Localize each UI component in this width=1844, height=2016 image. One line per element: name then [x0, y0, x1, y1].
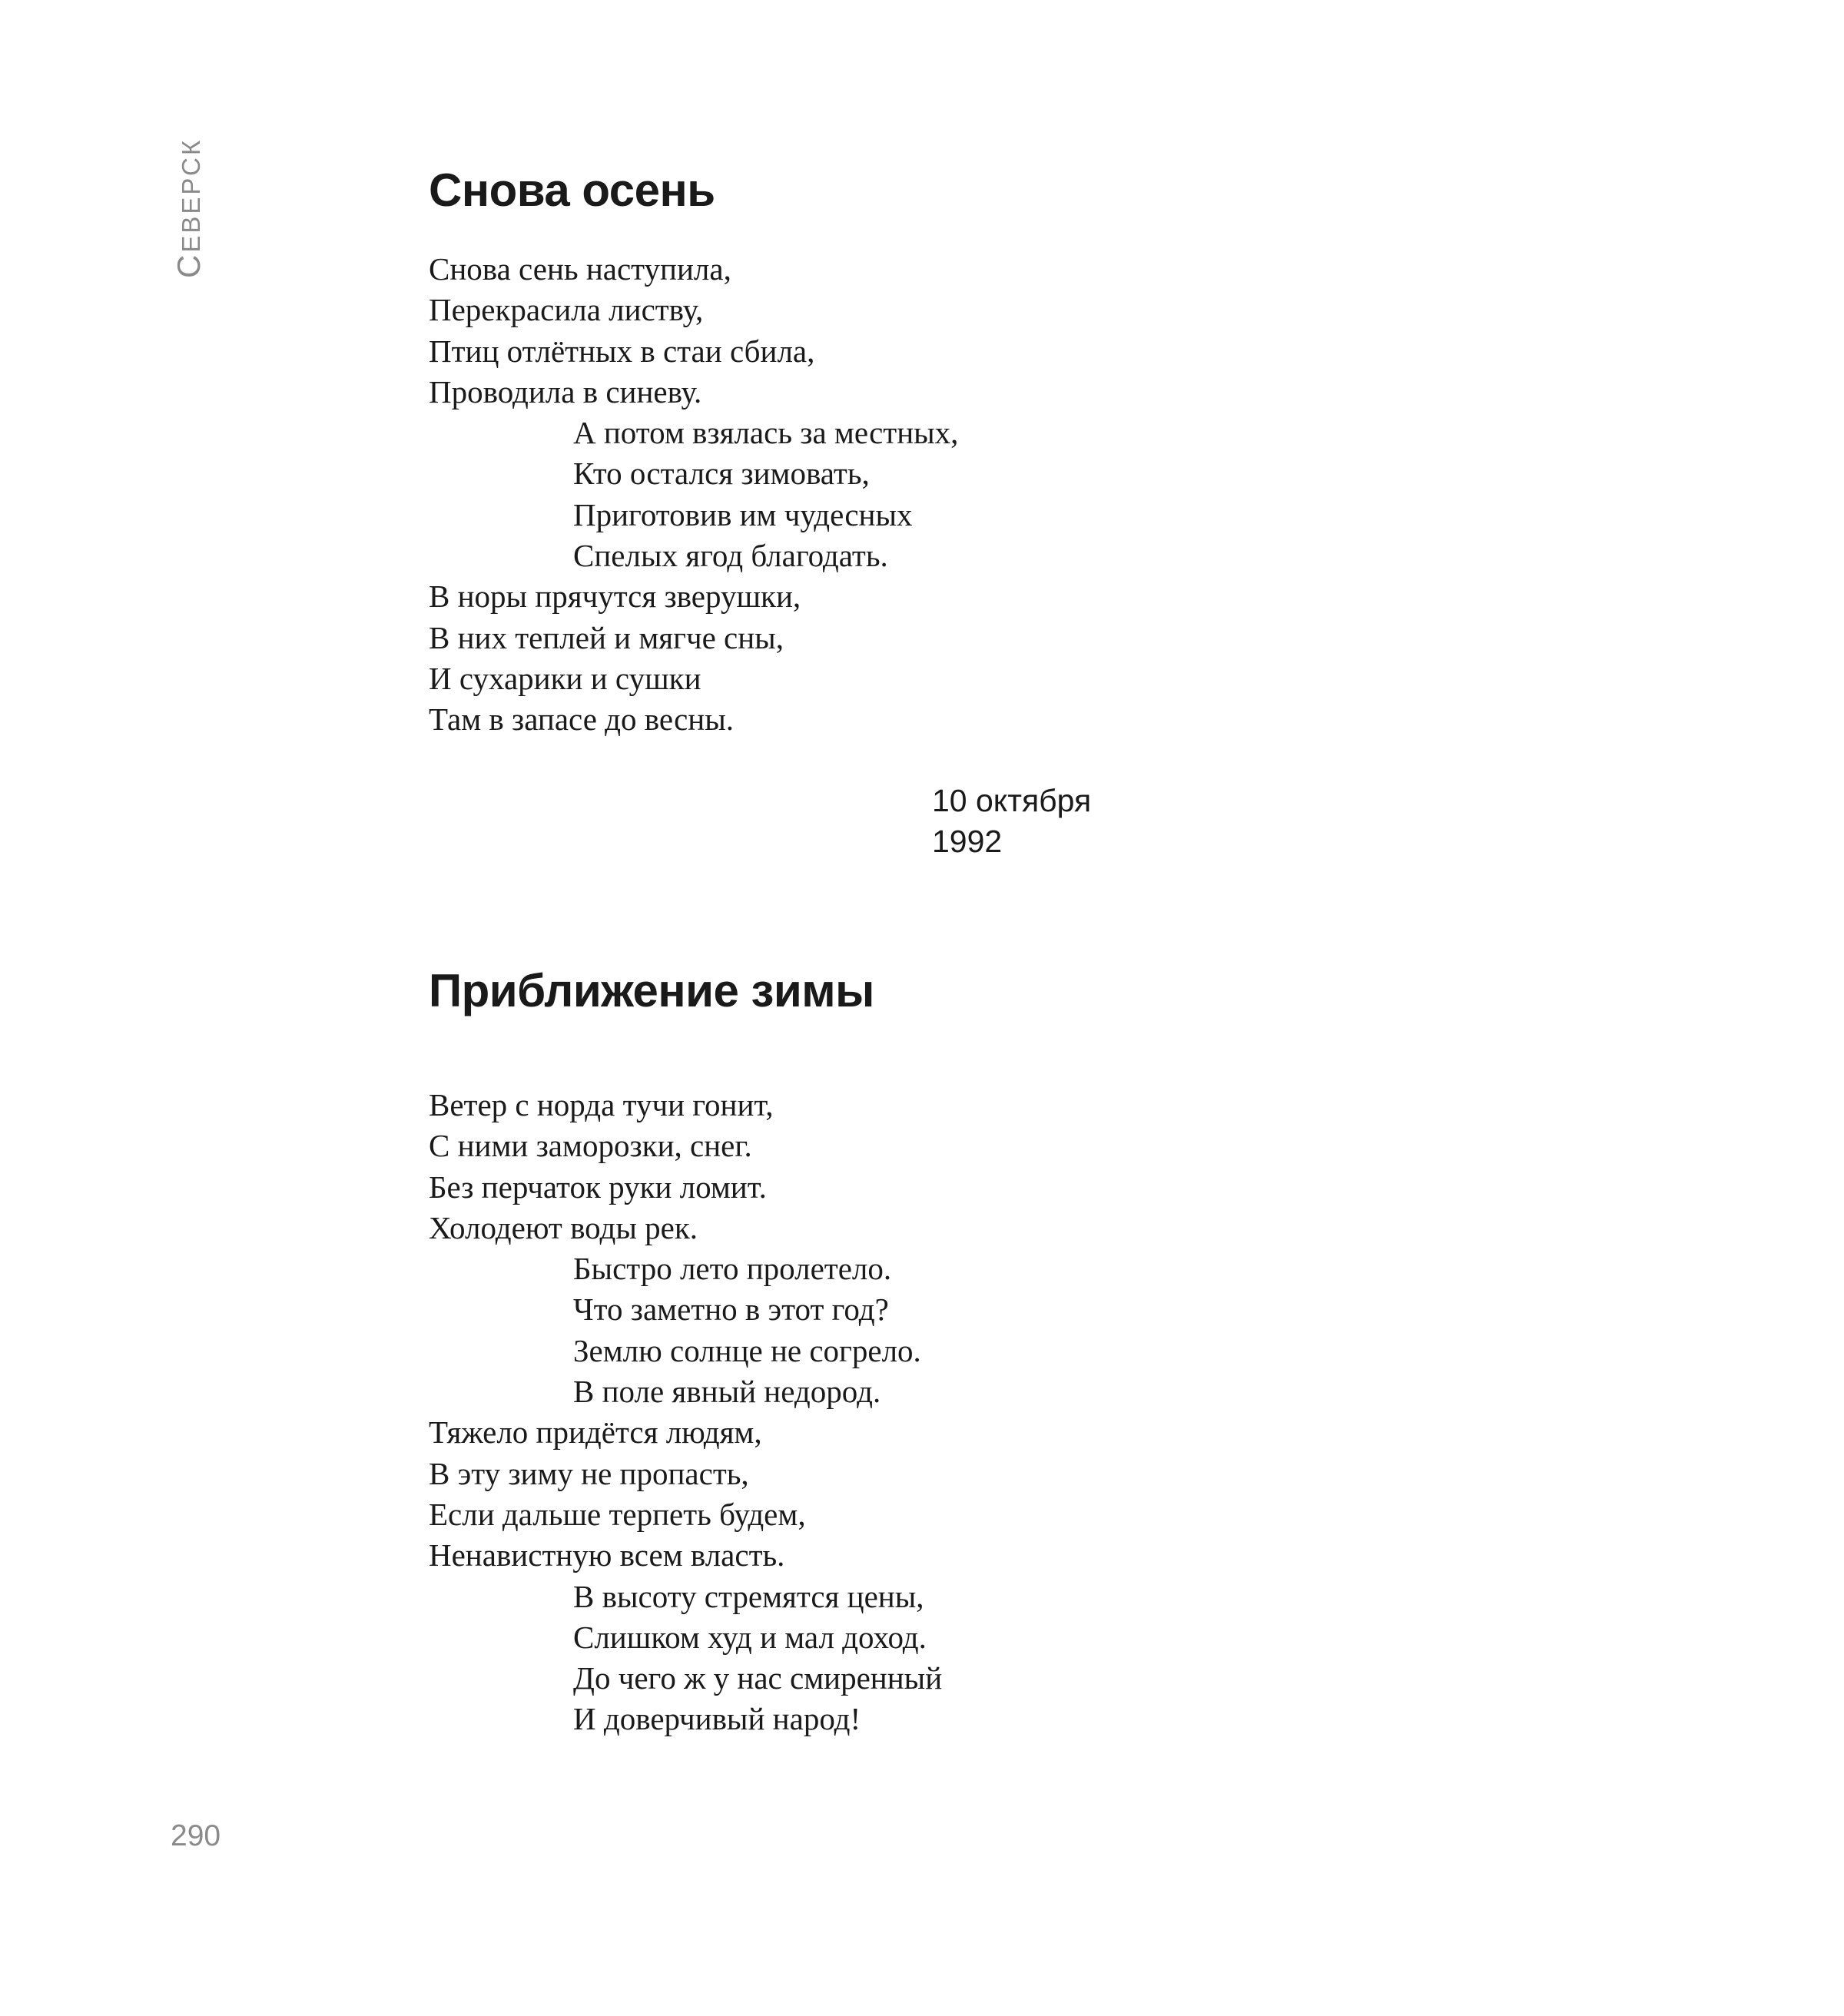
poem-line: А потом взялась за местных, [573, 415, 959, 451]
poem-line: С ними заморозки, снег. [429, 1128, 752, 1164]
poem-line: Что заметно в этот год? [573, 1292, 889, 1328]
poem-line: Ветер с норда тучи гонит, [429, 1087, 774, 1122]
poem-line: Снова сень наступила, [429, 251, 731, 287]
poem-priblizhenie-zimy [429, 960, 1504, 1740]
poem-line: Птиц отлётных в стаи сбила, [429, 333, 815, 369]
running-head: СЕВЕРСК [171, 138, 207, 278]
poem-line: Ненавистную всем власть. [429, 1537, 785, 1573]
poem-line: Тяжело придётся людям, [429, 1414, 762, 1451]
page-number: 290 [171, 1819, 221, 1852]
poem-snova-osen [429, 160, 1504, 741]
poem-body [429, 249, 1504, 741]
poem-line: В них теплей и мягче сны, [429, 619, 784, 655]
poem-date-day: 10 октября [932, 783, 1092, 818]
poem-line: Землю солнце не согрело. [573, 1332, 921, 1368]
poem-line: Приготовив им чудесных [573, 496, 913, 532]
poem-line: Холодеют воды рек. [429, 1209, 698, 1245]
poem-line: Там в запасе до весны. [429, 701, 735, 738]
poem-date-year: 1992 [932, 824, 1003, 859]
poem-date [932, 781, 1091, 862]
poem-line: Без перчаток руки ломит. [429, 1169, 767, 1205]
poem-line: В норы прячутся зверушки, [429, 579, 801, 615]
poem-line: В поле явный недород. [573, 1374, 881, 1410]
poem-line: Спелых ягод благодать. [573, 538, 888, 574]
poem-line: И доверчивый народ! [573, 1701, 861, 1737]
poem-line: Быстро лето пролетело. [573, 1251, 892, 1287]
poem-line: Кто остался зимовать, [573, 456, 870, 492]
poem-line: Перекрасила листву, [429, 292, 704, 328]
poem-line: И сухарики и сушки [429, 660, 701, 696]
poem-line: В высоту стремятся цены, [573, 1578, 924, 1614]
poem-title: Приближение зимы [429, 965, 874, 1016]
poem-body [429, 1085, 1504, 1740]
poem-title: Снова осень [429, 164, 715, 216]
poem-line: В эту зиму не пропасть, [429, 1455, 749, 1491]
poem-line: Слишком худ и мал доход. [573, 1619, 927, 1655]
poem-line: Проводила в синеву. [429, 373, 702, 410]
poem-line: До чего ж у нас смиренный [573, 1660, 943, 1696]
poem-line: Если дальше терпеть будем, [429, 1496, 806, 1532]
